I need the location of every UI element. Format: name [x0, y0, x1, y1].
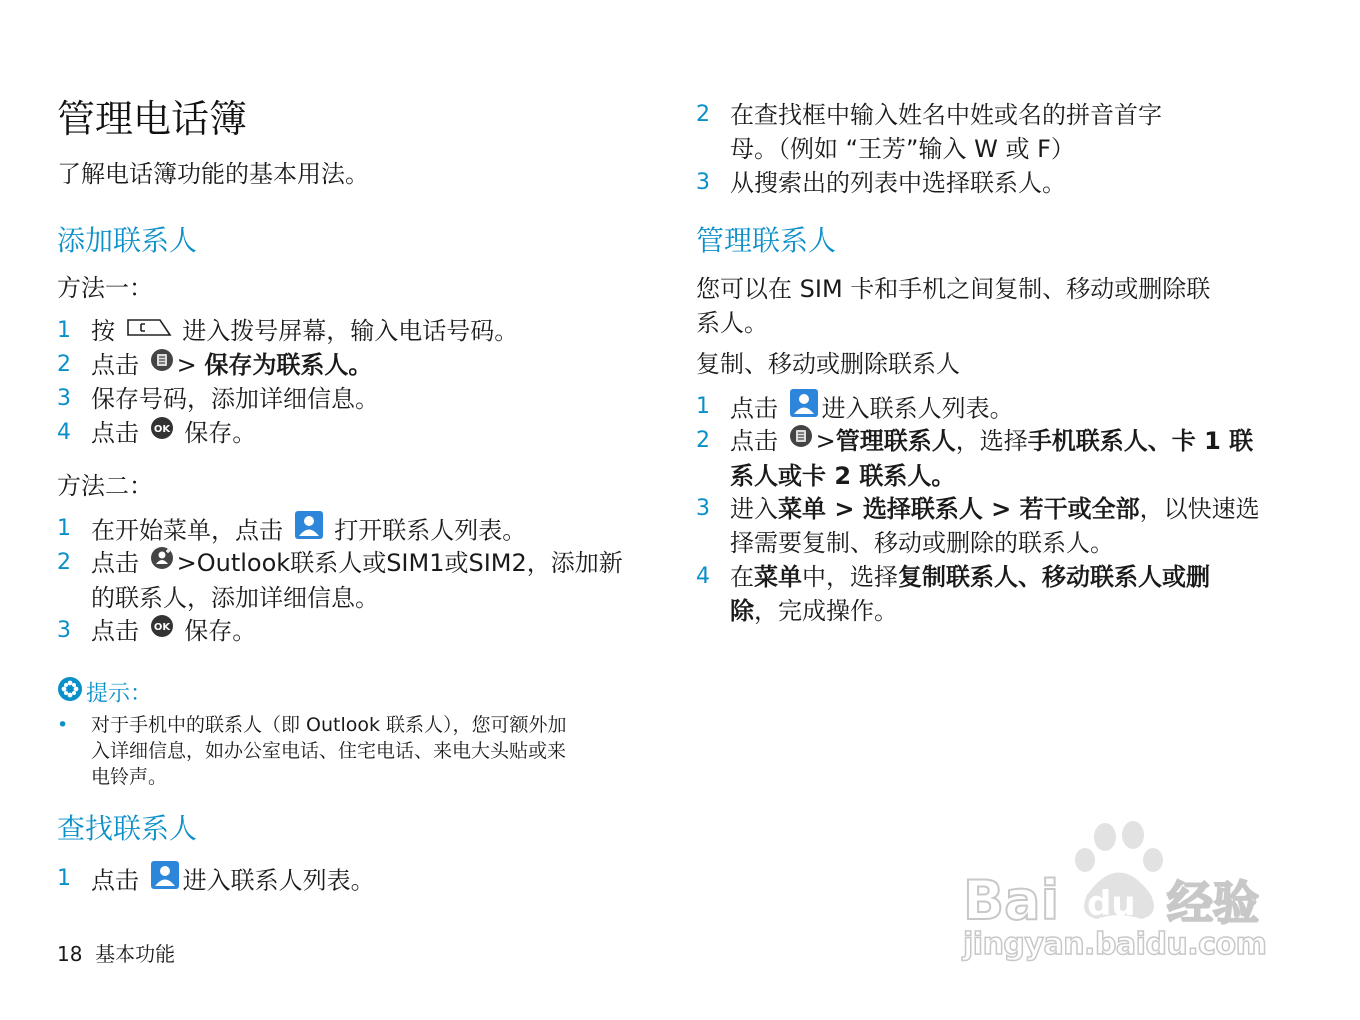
footer-section: 基本功能 [95, 942, 176, 966]
step-text: > [815, 427, 836, 455]
step-text: 点击 [91, 549, 139, 577]
step-number: 3 [57, 618, 71, 643]
tip-line: 对于手机中的联系人（即 Outlook 联系人），您可额外加 [91, 714, 567, 736]
step-text: 在开始菜单，点击 [91, 516, 283, 545]
svg-text:OK: OK [153, 622, 170, 633]
step-text: 进入 [730, 495, 778, 523]
manage-sub-label: 复制、移动或删除联系人 [696, 350, 960, 378]
intro-line: 系人。 [696, 309, 768, 337]
find-step-2 [696, 98, 1286, 166]
step-text: ，以快速选 [1139, 495, 1260, 523]
step-number: 2 [57, 550, 71, 575]
step-number: 1 [57, 516, 71, 541]
method1-step-2 [57, 348, 647, 382]
step-number: 1 [57, 866, 71, 891]
step-text: ，选择 [955, 427, 1028, 455]
ok-icon [150, 415, 174, 449]
method1-step-1 [57, 314, 647, 348]
find-step-3 [696, 166, 1286, 200]
step-text: 中，选择 [802, 563, 898, 591]
watermark-url: jingyan.baidu.com [963, 927, 1267, 962]
contacts-icon [789, 388, 819, 427]
new-contact-icon [150, 545, 174, 579]
manage-step-1 [696, 390, 1286, 424]
svg-text:OK: OK [153, 424, 170, 435]
heading-add-contact: 添加联系人 [57, 224, 198, 257]
method2-step-1 [57, 512, 647, 546]
step-text-bold: 菜单 [754, 563, 802, 591]
step-number: 4 [57, 420, 71, 445]
page-intro: 了解电话簿功能的基本用法。 [57, 160, 369, 188]
tip-heading [57, 678, 152, 711]
tip-label: 提示： [86, 681, 153, 707]
step-text: 打开联系人列表。 [334, 516, 527, 545]
method1-step-4 [57, 416, 647, 450]
tip-line: 电铃声。 [91, 766, 168, 788]
step-text: >Outlook联系人或SIM1或SIM2，添加新 [176, 549, 623, 577]
step-text: 保存号码，添加详细信息。 [91, 385, 379, 413]
method2-label: 方法二： [57, 472, 153, 500]
step-text: 点击 [91, 419, 139, 447]
menu-icon [150, 347, 174, 381]
tip-body [57, 712, 647, 792]
step-text: 在查找框中输入姓名中姓或名的拼音首字 [730, 101, 1162, 129]
contacts-icon [150, 860, 180, 899]
step-text: 点击 [730, 427, 778, 455]
step-text: > [176, 351, 197, 379]
manage-step-2 [696, 424, 1286, 492]
page-title: 管理电话簿 [57, 97, 248, 141]
step-text-bold: 系人或卡 2 联系人。 [730, 462, 956, 490]
step-number: 2 [696, 428, 710, 453]
step-text-bold: 管理联系人 [835, 427, 956, 455]
find-step-1 [57, 862, 647, 896]
svg-text:Bai: Bai [963, 869, 1060, 932]
ok-icon [150, 613, 174, 647]
step-text: 点击 [91, 866, 139, 895]
step-text: 进入联系人列表。 [182, 866, 375, 895]
step-text: 保存。 [184, 617, 257, 645]
step-text: 母。（例如 “王芳”输入 W 或 F） [730, 135, 1075, 163]
step-text: 点击 [91, 351, 139, 379]
step-text-bold: 除 [730, 597, 754, 625]
tip-line: 入详细信息，如办公室电话、住宅电话、来电大头贴或来 [91, 740, 567, 762]
step-text: 在 [730, 563, 754, 591]
bullet: • [57, 714, 69, 736]
manage-intro [696, 272, 1281, 340]
step-number: 1 [57, 318, 71, 343]
svg-text:du: du [1087, 884, 1136, 924]
step-number: 2 [57, 352, 71, 377]
menu-icon [789, 423, 813, 457]
step-text: 的联系人，添加详细信息。 [91, 584, 379, 612]
step-number: 3 [696, 496, 710, 521]
step-text: 按 [91, 317, 115, 345]
step-text: 进入拨号屏幕，输入电话号码。 [182, 317, 519, 345]
step-text-bold: 菜单 > 选择联系人 > 若干或全部 [778, 495, 1140, 523]
intro-line: 您可以在 SIM 卡和手机之间复制、移动或删除联 [696, 275, 1211, 303]
svg-text:经验: 经验 [1167, 876, 1259, 930]
step-text-bold: 手机联系人、卡 1 联 [1027, 427, 1254, 455]
page-number: 18 [57, 942, 83, 966]
manage-step-3 [696, 492, 1286, 560]
tip-icon [57, 676, 83, 709]
heading-find-contact: 查找联系人 [57, 812, 198, 845]
method2-step-2 [57, 546, 647, 614]
method1-step-3 [57, 382, 647, 416]
step-text: 择需要复制、移动或删除的联系人。 [730, 529, 1114, 557]
step-text-bold: 复制联系人、移动联系人或删 [898, 563, 1210, 591]
step-number: 1 [696, 394, 710, 419]
step-number: 2 [696, 102, 710, 127]
page-footer [57, 938, 175, 967]
phone-key-icon [126, 313, 172, 347]
contacts-icon [294, 510, 324, 549]
step-text: 点击 [730, 394, 778, 423]
step-text: 点击 [91, 617, 139, 645]
step-number: 3 [696, 170, 710, 195]
step-number: 4 [696, 564, 710, 589]
step-number: 3 [57, 386, 71, 411]
method2-step-3 [57, 614, 647, 648]
step-text: ，完成操作。 [754, 597, 898, 625]
step-text: 从搜索出的列表中选择联系人。 [730, 169, 1066, 197]
heading-manage-contact: 管理联系人 [696, 224, 837, 257]
step-text: 保存。 [184, 419, 257, 447]
manage-step-4 [696, 560, 1286, 628]
step-text: 进入联系人列表。 [821, 394, 1014, 423]
baidu-watermark [955, 815, 1285, 975]
method1-label: 方法一： [57, 274, 153, 302]
step-text-bold: 保存为联系人。 [204, 351, 373, 379]
